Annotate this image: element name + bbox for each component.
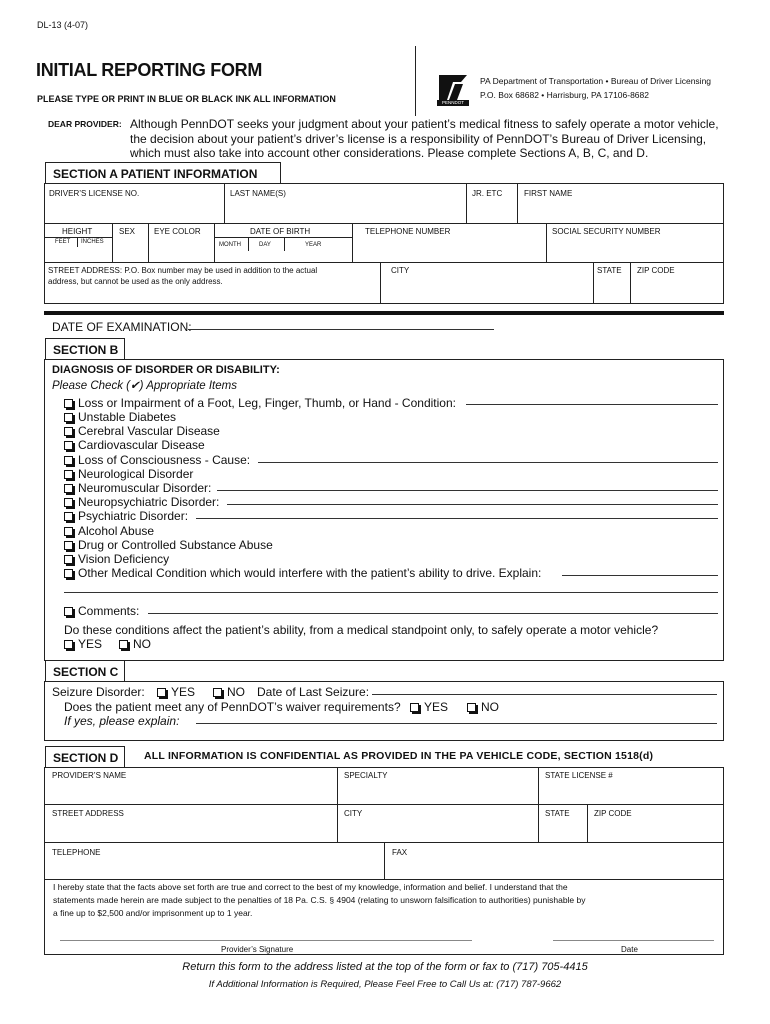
- checkbox-icon[interactable]: [64, 456, 73, 465]
- specialty-field[interactable]: SPECIALTY: [344, 771, 388, 780]
- agency-line2: P.O. Box 68682 • Harrisburg, PA 17106-8682: [480, 90, 649, 100]
- sex-field[interactable]: SEX: [119, 227, 136, 236]
- date-label: Date: [621, 945, 638, 954]
- checkbox-icon[interactable]: [157, 688, 166, 697]
- checkbox-icon[interactable]: [64, 569, 73, 578]
- state-field[interactable]: STATE: [597, 266, 622, 275]
- condition-cardiovascular[interactable]: Cardiovascular Disease: [64, 438, 205, 452]
- checkbox-icon[interactable]: [64, 498, 73, 507]
- checkbox-icon[interactable]: [64, 640, 73, 649]
- condition-unstable-diabetes[interactable]: Unstable Diabetes: [64, 410, 176, 424]
- safety-question: Do these conditions affect the patient’s ability, from a medical standpoint only, to safely operate a motor vehicle?: [64, 623, 659, 637]
- checkbox-icon[interactable]: [64, 413, 73, 422]
- header-divider: [415, 46, 416, 116]
- confidential-notice: ALL INFORMATION IS CONFIDENTIAL AS PROVIDED IN THE PA VEHICLE CODE, SECTION 1518(d): [144, 750, 654, 762]
- condition-loss-consciousness[interactable]: Loss of Consciousness - Cause:: [64, 453, 250, 467]
- providers-name-field[interactable]: PROVIDER’S NAME: [52, 771, 127, 780]
- provider-fax-field[interactable]: FAX: [392, 848, 408, 857]
- contact-instructions: If Additional Information is Required, Please Feel Free to Call Us at: (717) 787-9662: [208, 979, 562, 990]
- form-title: INITIAL REPORTING FORM: [36, 60, 263, 80]
- intro-line3: which must also take into account other considerations. Please complete Sections A, B, C, and D.: [130, 146, 649, 160]
- seizure-label: Seizure Disorder:: [52, 685, 145, 699]
- checkbox-icon[interactable]: [64, 607, 73, 616]
- section-c-header: SECTION C: [45, 660, 125, 682]
- checkbox-icon[interactable]: [64, 541, 73, 550]
- checkbox-icon[interactable]: [119, 640, 128, 649]
- checkbox-icon[interactable]: [467, 703, 476, 712]
- seizure-yes[interactable]: YES: [157, 685, 195, 699]
- exam-date-label: DATE OF EXAMINATION:: [52, 320, 192, 334]
- provider-zip-field[interactable]: ZIP CODE: [594, 809, 632, 818]
- waiver-no[interactable]: NO: [467, 700, 499, 714]
- provider-telephone-field[interactable]: TELEPHONE: [52, 848, 101, 857]
- attestation-line3: a fine up to $2,500 and/or imprisonment up to 1 year.: [53, 908, 253, 918]
- street-address-note: address, but cannot be used as the only address.: [48, 277, 223, 286]
- condition-psychiatric[interactable]: Psychiatric Disorder:: [64, 509, 188, 523]
- neuropsychiatric-input[interactable]: [227, 504, 718, 505]
- provider-state-field[interactable]: STATE: [545, 809, 570, 818]
- attestation-line2: statements made herein are made subject to the penalties of 18 Pa. C.S. § 4904 (relating to unsworn falsification to authorities) punishable by: [53, 895, 586, 905]
- checkbox-icon[interactable]: [213, 688, 222, 697]
- checkbox-icon[interactable]: [64, 512, 73, 521]
- last-seizure-label: Date of Last Seizure:: [257, 685, 370, 699]
- waiver-yes[interactable]: YES: [410, 700, 448, 714]
- other-explain-input[interactable]: [562, 575, 718, 576]
- intro-line1: Although PennDOT seeks your judgment about your patient’s medical fitness to safely operate a motor vehicle,: [130, 117, 719, 131]
- last-name-field[interactable]: LAST NAME(S): [230, 189, 286, 198]
- checkbox-icon[interactable]: [64, 441, 73, 450]
- zip-field[interactable]: ZIP CODE: [637, 266, 675, 275]
- checkbox-icon[interactable]: [64, 427, 73, 436]
- first-name-field[interactable]: FIRST NAME: [524, 189, 573, 198]
- diagnosis-heading: DIAGNOSIS OF DISORDER OR DISABILITY:: [52, 364, 280, 376]
- neuromuscular-input[interactable]: [217, 490, 718, 491]
- condition-cerebral-vascular[interactable]: Cerebral Vascular Disease: [64, 424, 220, 438]
- state-license-field[interactable]: STATE LICENSE #: [545, 771, 613, 780]
- comments-input[interactable]: [148, 613, 718, 614]
- condition-neurological[interactable]: Neurological Disorder: [64, 467, 193, 481]
- provider-city-field[interactable]: CITY: [344, 809, 363, 818]
- inches-field[interactable]: INCHES: [81, 239, 104, 245]
- agency-line1: PA Department of Transportation • Bureau of Driver Licensing: [480, 76, 712, 86]
- condition-alcohol-abuse[interactable]: Alcohol Abuse: [64, 524, 154, 538]
- seizure-no[interactable]: NO: [213, 685, 245, 699]
- dob-day-field[interactable]: DAY: [259, 242, 271, 248]
- attestation-line1: I hereby state that the facts above set forth are true and correct to the best of my knowledge, information and belief. I understand that the: [53, 882, 568, 892]
- return-instructions: Return this form to the address listed at the top of the form or fax to (717) 705-4415: [182, 961, 588, 973]
- signature-input[interactable]: [60, 940, 472, 941]
- explain-label: If yes, please explain:: [64, 714, 180, 728]
- feet-field[interactable]: FEET: [55, 239, 71, 245]
- condition-other[interactable]: Other Medical Condition which would interfere with the patient’s ability to drive. Explain:: [64, 566, 541, 580]
- waiver-explain-input[interactable]: [196, 723, 717, 724]
- exam-date-input[interactable]: [188, 329, 494, 330]
- checkbox-icon[interactable]: [64, 555, 73, 564]
- provider-street-field[interactable]: STREET ADDRESS: [52, 809, 124, 818]
- safety-no[interactable]: NO: [119, 637, 151, 651]
- penndot-logo: [437, 72, 469, 106]
- dob-label: DATE OF BIRTH: [250, 227, 311, 236]
- condition-neuromuscular[interactable]: Neuromuscular Disorder:: [64, 481, 211, 495]
- consciousness-cause-input[interactable]: [258, 462, 718, 463]
- dob-month-field[interactable]: MONTH: [219, 242, 241, 248]
- section-divider: [44, 311, 724, 315]
- checkbox-icon[interactable]: [410, 703, 419, 712]
- ssn-field[interactable]: SOCIAL SECURITY NUMBER: [552, 227, 661, 236]
- check-instructions: Please Check (✔) Appropriate Items: [52, 380, 237, 392]
- psychiatric-input[interactable]: [196, 518, 718, 519]
- signature-date-input[interactable]: [553, 940, 714, 941]
- drivers-license-field[interactable]: DRIVER’S LICENSE NO.: [49, 189, 140, 198]
- dear-provider-label: DEAR PROVIDER:: [48, 119, 122, 129]
- section-b-header: SECTION B: [45, 338, 125, 360]
- checkbox-icon[interactable]: [64, 399, 73, 408]
- height-label: HEIGHT: [62, 227, 93, 236]
- comments-row[interactable]: Comments:: [64, 604, 139, 618]
- dob-year-field[interactable]: YEAR: [305, 242, 322, 248]
- last-seizure-input[interactable]: [372, 694, 717, 695]
- waiver-question: Does the patient meet any of PennDOT’s waiver requirements?: [64, 700, 401, 714]
- checkbox-icon[interactable]: [64, 484, 73, 493]
- eye-color-field[interactable]: EYE COLOR: [154, 227, 201, 236]
- safety-yes[interactable]: YES: [64, 637, 102, 651]
- condition-drug-abuse[interactable]: Drug or Controlled Substance Abuse: [64, 538, 273, 552]
- logo-text: PENNDOT: [441, 100, 464, 105]
- checkbox-icon[interactable]: [64, 470, 73, 479]
- form-number: DL-13 (4-07): [37, 20, 89, 30]
- intro-line2: the decision about your patient’s driver’s license is a responsibility of PennDOT’s Bureau of Driver Licensing,: [130, 132, 707, 146]
- condition-vision-deficiency[interactable]: Vision Deficiency: [64, 552, 169, 566]
- checkbox-icon[interactable]: [64, 527, 73, 536]
- section-d-header: SECTION D: [45, 746, 125, 768]
- city-field[interactable]: CITY: [391, 266, 410, 275]
- telephone-field[interactable]: TELEPHONE NUMBER: [365, 227, 451, 236]
- section-a-header: SECTION A PATIENT INFORMATION: [45, 162, 281, 184]
- limb-condition-input[interactable]: [466, 404, 718, 405]
- ink-instructions: PLEASE TYPE OR PRINT IN BLUE OR BLACK INK ALL INFORMATION: [37, 94, 336, 104]
- other-explain-input-line2[interactable]: [64, 592, 718, 593]
- jr-etc-field[interactable]: JR. ETC: [472, 189, 503, 198]
- condition-neuropsychiatric[interactable]: Neuropsychiatric Disorder:: [64, 495, 219, 509]
- signature-label: Provider’s Signature: [221, 945, 294, 954]
- street-address-field[interactable]: STREET ADDRESS: P.O. Box number may be used in addition to the actual: [48, 266, 318, 275]
- condition-limb-impairment[interactable]: Loss or Impairment of a Foot, Leg, Finger, Thumb, or Hand - Condition:: [64, 396, 456, 410]
